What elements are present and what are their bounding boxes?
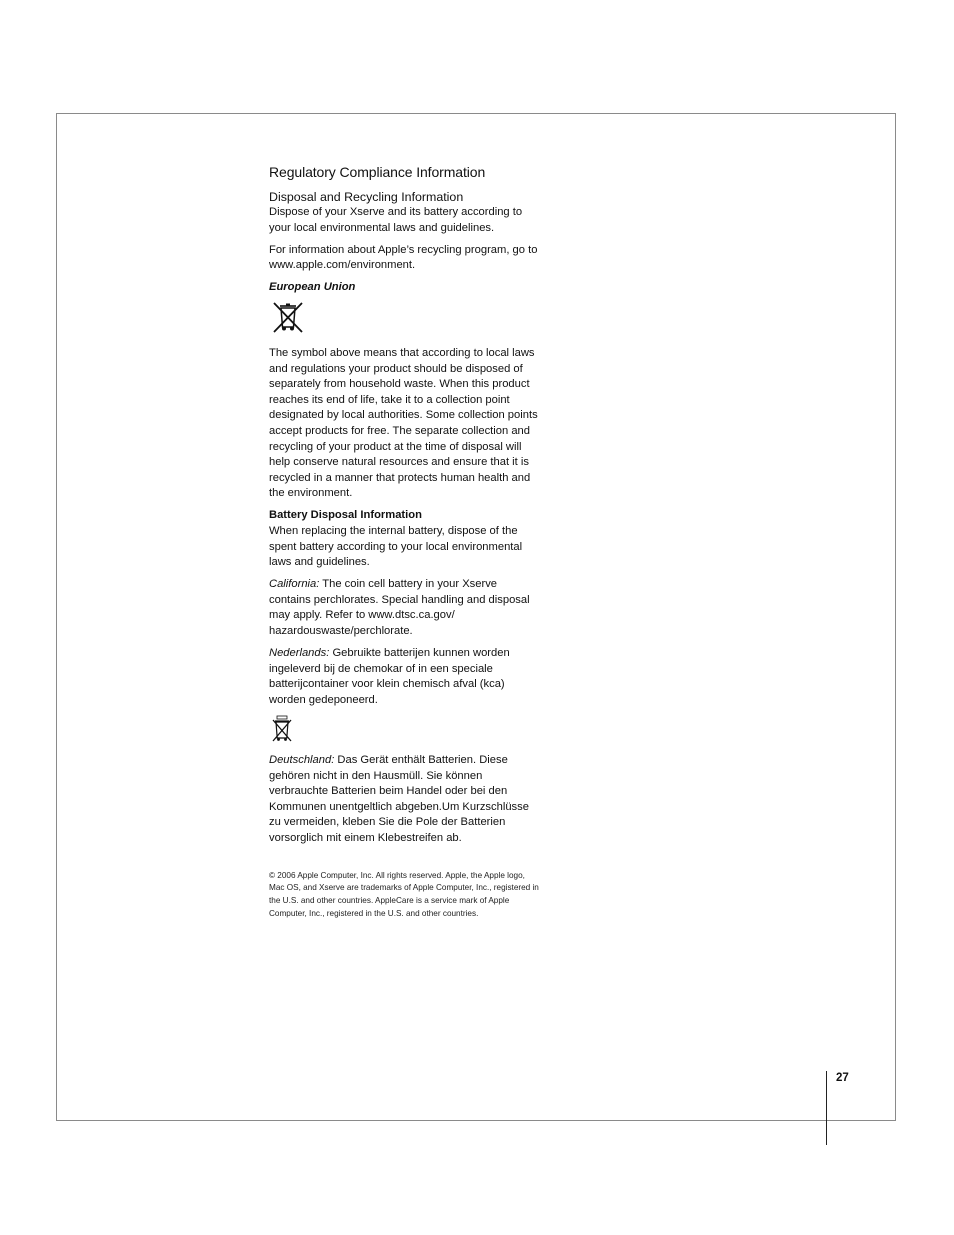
copyright-notice: © 2006 Apple Computer, Inc. All rights reserved. Apple, the Apple logo, Mac OS, and Xserve are trademarks of Apple Computer, Inc., registered in the U.S. and other countries. AppleCare is a service mark of Apple Computer, Inc., registered in the U.S. and other countries.: [269, 870, 539, 918]
section-title: Regulatory Compliance Information: [269, 164, 486, 180]
battery-heading: Battery Disposal Information: [269, 509, 422, 522]
nederlands-text: Gebruikte batterijen kunnen worden ingeleverd bij de chemokar of in een speciale batterijcontainer voor klein chemisch afval (kca) worden gedeponeerd.: [269, 647, 510, 706]
deutschland-text: Das Gerät enthält Batterien. Diese gehören nicht in den Hausmüll. Sie können verbrauchte Batterien beim Handel oder bei den Kommunen unentgeltlich abgeben.Um Kurzschlüsse zu vermeiden, kleben Sie die Pole der Batterien vorsorglich mit einem Klebestreifen ab.: [269, 754, 529, 844]
crossed-out-wheelie-bin-icon: [271, 300, 305, 334]
battery-disposal-bin-icon: [271, 715, 293, 743]
california-text: The coin cell battery in your Xserve contains perchlorates. Special handling and disposal may apply. Refer to www.dtsc.ca.gov/ hazardouswaste/perchlorate.: [269, 578, 530, 638]
deutschland-label: Deutschland:: [269, 754, 335, 767]
eu-paragraph: The symbol above means that according to local laws and regulations your product should be disposed of separately from household waste. When this product reaches its end of life, take it to a collection point designated by local authorities. Some collection points accept products for free. The separate collection and recycling of your product at the time of disposal will help conserve natural resources and ensure that it is recycled in a manner that protects human health and the environment.: [269, 346, 538, 500]
deutschland-paragraph: [269, 753, 541, 847]
intro-paragraph-1: Dispose of your Xserve and its battery according to your local environmental laws and guidelines.: [269, 206, 523, 234]
intro-paragraph-2: For information about Apple’s recycling program, go to www.apple.com/environment.: [269, 243, 538, 272]
nederlands-paragraph: [269, 646, 541, 708]
california-paragraph: [269, 577, 541, 639]
california-label: California:: [269, 578, 320, 591]
nederlands-label: Nederlands:: [269, 647, 330, 660]
section-subtitle: Disposal and Recycling Information: [269, 190, 464, 204]
folio-rule: [826, 1071, 827, 1145]
content-column: [269, 163, 541, 921]
page-number: 27: [836, 1072, 849, 1084]
battery-paragraph: When replacing the internal battery, dispose of the spent battery according to your local environmental laws and guidelines.: [269, 525, 523, 569]
eu-label: European Union: [269, 281, 356, 294]
